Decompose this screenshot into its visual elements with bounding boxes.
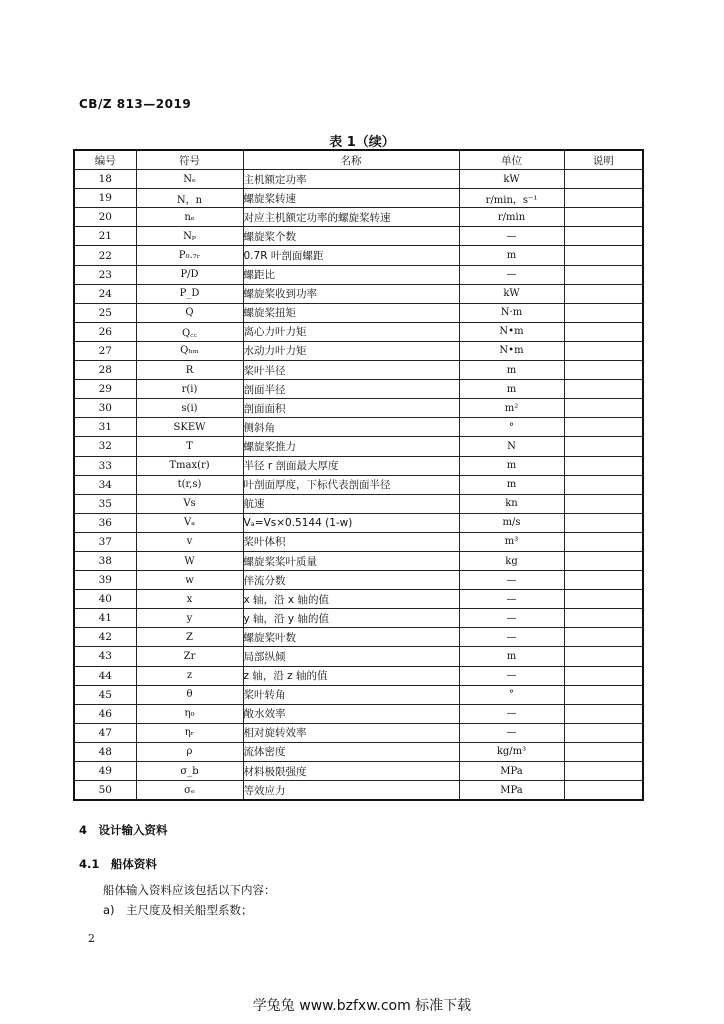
cell-symbol: ηᵣ <box>136 723 243 742</box>
cell-number: 33 <box>74 456 136 475</box>
cell-symbol: Zr <box>136 647 243 666</box>
table-row <box>74 341 643 360</box>
table-row <box>74 666 643 685</box>
cell-symbol: Z <box>136 628 243 647</box>
cell-remark <box>564 399 643 418</box>
cell-number: 22 <box>74 246 136 265</box>
cell-number: 19 <box>74 189 136 208</box>
cell-remark <box>564 532 643 551</box>
cell-number: 38 <box>74 551 136 570</box>
cell-name: 0.7R 叶剖面螺距 <box>243 246 459 265</box>
cell-unit: MPa <box>459 762 564 781</box>
table-row <box>74 418 643 437</box>
cell-name: 局部纵倾 <box>243 647 459 666</box>
cell-unit: ° <box>459 685 564 704</box>
cell-symbol: σ_b <box>136 762 243 781</box>
cell-unit: — <box>459 723 564 742</box>
table-row <box>74 246 643 265</box>
table-row <box>74 513 643 532</box>
cell-symbol: Q <box>136 303 243 322</box>
cell-unit: — <box>459 571 564 590</box>
cell-number: 27 <box>74 341 136 360</box>
cell-name: 半径 r 剖面最大厚度 <box>243 456 459 475</box>
table-row <box>74 189 643 208</box>
cell-name: 等效应力 <box>243 781 459 801</box>
cell-unit: m <box>459 380 564 399</box>
cell-symbol: y <box>136 609 243 628</box>
cell-unit: N·m <box>459 303 564 322</box>
column-header-unit: 单位 <box>459 150 564 170</box>
cell-symbol: w <box>136 571 243 590</box>
cell-symbol: x <box>136 590 243 609</box>
cell-unit: MPa <box>459 781 564 801</box>
cell-remark <box>564 208 643 227</box>
cell-name: 主机额定功率 <box>243 170 459 189</box>
cell-name: 相对旋转效率 <box>243 723 459 742</box>
cell-number: 29 <box>74 380 136 399</box>
cell-symbol: Qₕₘ <box>136 341 243 360</box>
table-row <box>74 723 643 742</box>
cell-number: 18 <box>74 170 136 189</box>
cell-name: 航速 <box>243 494 459 513</box>
cell-remark <box>564 685 643 704</box>
cell-symbol: Vₐ <box>136 513 243 532</box>
cell-number: 39 <box>74 571 136 590</box>
cell-remark <box>564 513 643 532</box>
cell-remark <box>564 265 643 284</box>
table-row <box>74 494 643 513</box>
cell-remark <box>564 666 643 685</box>
cell-symbol: P_D <box>136 284 243 303</box>
cell-name: 敞水效率 <box>243 704 459 723</box>
cell-name: 水动力叶力矩 <box>243 341 459 360</box>
cell-unit: N <box>459 437 564 456</box>
cell-name: 伴流分数 <box>243 571 459 590</box>
cell-number: 28 <box>74 361 136 380</box>
cell-number: 44 <box>74 666 136 685</box>
cell-symbol: z <box>136 666 243 685</box>
cell-symbol: η₀ <box>136 704 243 723</box>
cell-unit: kg/m³ <box>459 742 564 761</box>
table-row <box>74 628 643 647</box>
table-row <box>74 265 643 284</box>
cell-number: 23 <box>74 265 136 284</box>
table-row <box>74 551 643 570</box>
cell-name: 剖面半径 <box>243 380 459 399</box>
table-row <box>74 303 643 322</box>
table-title: 表 1（续） <box>329 135 395 150</box>
cell-unit: m² <box>459 399 564 418</box>
cell-remark <box>564 189 643 208</box>
cell-unit: — <box>459 609 564 628</box>
cell-symbol: σₑ <box>136 781 243 801</box>
section-4-1-paragraph: 船体输入资料应该包括以下内容： <box>103 883 276 897</box>
cell-number: 46 <box>74 704 136 723</box>
cell-number: 30 <box>74 399 136 418</box>
column-header-symbol: 符号 <box>136 150 243 170</box>
cell-name: 离心力叶力矩 <box>243 322 459 341</box>
table-row <box>74 322 643 341</box>
cell-name: 流体密度 <box>243 742 459 761</box>
cell-remark <box>564 437 643 456</box>
cell-name: 螺旋桨推力 <box>243 437 459 456</box>
cell-unit: kn <box>459 494 564 513</box>
cell-number: 48 <box>74 742 136 761</box>
cell-name: 螺旋桨转速 <box>243 189 459 208</box>
table-row <box>74 380 643 399</box>
cell-remark <box>564 303 643 322</box>
cell-symbol: nₑ <box>136 208 243 227</box>
cell-number: 49 <box>74 762 136 781</box>
cell-number: 43 <box>74 647 136 666</box>
cell-number: 21 <box>74 227 136 246</box>
cell-remark <box>564 742 643 761</box>
cell-remark <box>564 494 643 513</box>
cell-unit: m <box>459 475 564 494</box>
cell-unit: m <box>459 647 564 666</box>
cell-remark <box>564 781 643 801</box>
cell-symbol: N，n <box>136 189 243 208</box>
cell-unit: N•m <box>459 341 564 360</box>
cell-name: z 轴，沿 z 轴的值 <box>243 666 459 685</box>
cell-name: 叶剖面厚度，下标代表剖面半径 <box>243 475 459 494</box>
cell-remark <box>564 590 643 609</box>
cell-remark <box>564 341 643 360</box>
cell-unit: — <box>459 704 564 723</box>
table-row <box>74 437 643 456</box>
table-row <box>74 609 643 628</box>
cell-symbol: Tmax(r) <box>136 456 243 475</box>
cell-symbol: T <box>136 437 243 456</box>
table-row <box>74 532 643 551</box>
table-row <box>74 742 643 761</box>
table-row <box>74 284 643 303</box>
cell-unit: — <box>459 227 564 246</box>
cell-name: 螺旋桨收到功率 <box>243 284 459 303</box>
table-row <box>74 208 643 227</box>
cell-remark <box>564 322 643 341</box>
cell-name: 螺旋桨桨叶质量 <box>243 551 459 570</box>
cell-number: 40 <box>74 590 136 609</box>
cell-name: 桨叶体积 <box>243 532 459 551</box>
cell-symbol: Vs <box>136 494 243 513</box>
cell-number: 32 <box>74 437 136 456</box>
cell-symbol: Nₑ <box>136 170 243 189</box>
cell-remark <box>564 418 643 437</box>
cell-unit: N•m <box>459 322 564 341</box>
cell-remark <box>564 227 643 246</box>
cell-unit: kg <box>459 551 564 570</box>
cell-name: 螺旋桨扭矩 <box>243 303 459 322</box>
cell-remark <box>564 475 643 494</box>
cell-symbol: r(i) <box>136 380 243 399</box>
table-row <box>74 762 643 781</box>
cell-unit: m <box>459 246 564 265</box>
cell-remark <box>564 456 643 475</box>
cell-name: 材料极限强度 <box>243 762 459 781</box>
cell-name: y 轴，沿 y 轴的值 <box>243 609 459 628</box>
cell-number: 41 <box>74 609 136 628</box>
cell-remark <box>564 704 643 723</box>
cell-number: 24 <box>74 284 136 303</box>
cell-unit: r/min <box>459 208 564 227</box>
table-row <box>74 399 643 418</box>
cell-number: 36 <box>74 513 136 532</box>
cell-remark <box>564 571 643 590</box>
cell-number: 35 <box>74 494 136 513</box>
table-row <box>74 685 643 704</box>
cell-name: 螺距比 <box>243 265 459 284</box>
cell-remark <box>564 246 643 265</box>
column-header-number: 编号 <box>74 150 136 170</box>
cell-symbol: Q꜀꜀ <box>136 322 243 341</box>
cell-symbol: W <box>136 551 243 570</box>
cell-name: 对应主机额定功率的螺旋桨转速 <box>243 208 459 227</box>
cell-unit: m³ <box>459 532 564 551</box>
cell-unit: kW <box>459 284 564 303</box>
cell-symbol: SKEW <box>136 418 243 437</box>
cell-remark <box>564 551 643 570</box>
cell-remark <box>564 609 643 628</box>
cell-unit: m <box>459 456 564 475</box>
cell-name: 侧斜角 <box>243 418 459 437</box>
cell-unit: — <box>459 628 564 647</box>
cell-name: 螺旋桨叶数 <box>243 628 459 647</box>
cell-unit: kW <box>459 170 564 189</box>
cell-unit: r/min，s⁻¹ <box>459 189 564 208</box>
cell-name: x 轴，沿 x 轴的值 <box>243 590 459 609</box>
cell-remark <box>564 361 643 380</box>
cell-unit: m/s <box>459 513 564 532</box>
page-number: 2 <box>88 932 95 945</box>
cell-unit: ° <box>459 418 564 437</box>
table-row <box>74 647 643 666</box>
table-row <box>74 475 643 494</box>
cell-remark <box>564 380 643 399</box>
cell-number: 34 <box>74 475 136 494</box>
table-row <box>74 456 643 475</box>
cell-unit: — <box>459 590 564 609</box>
cell-number: 37 <box>74 532 136 551</box>
cell-unit: m <box>459 361 564 380</box>
table-row <box>74 590 643 609</box>
footer-watermark: 学兔兔 www.bzfxw.com 标准下载 <box>252 998 472 1014</box>
cell-name: 螺旋桨个数 <box>243 227 459 246</box>
cell-unit: — <box>459 666 564 685</box>
symbol-table <box>73 149 644 801</box>
table-row <box>74 170 643 189</box>
cell-symbol: R <box>136 361 243 380</box>
cell-remark <box>564 647 643 666</box>
list-item-a: a) 主尺度及相关船型系数； <box>103 903 253 917</box>
cell-number: 45 <box>74 685 136 704</box>
cell-name: 桨叶半径 <box>243 361 459 380</box>
section-4-1-heading: 4.1 船体资料 <box>79 857 157 871</box>
cell-symbol: t(r,s) <box>136 475 243 494</box>
cell-name: 剖面面积 <box>243 399 459 418</box>
cell-number: 31 <box>74 418 136 437</box>
cell-number: 47 <box>74 723 136 742</box>
cell-remark <box>564 723 643 742</box>
column-header-remark: 说明 <box>564 150 643 170</box>
cell-name: Vₐ=Vs×0.5144 (1-w) <box>243 513 459 532</box>
table-row <box>74 571 643 590</box>
cell-symbol: v <box>136 532 243 551</box>
cell-unit: — <box>459 265 564 284</box>
cell-remark <box>564 170 643 189</box>
cell-symbol: P₀.₇ᵣ <box>136 246 243 265</box>
cell-number: 25 <box>74 303 136 322</box>
cell-remark <box>564 284 643 303</box>
cell-symbol: ρ <box>136 742 243 761</box>
cell-symbol: P/D <box>136 265 243 284</box>
table-row <box>74 361 643 380</box>
table-row <box>74 227 643 246</box>
section-4-heading: 4 设计输入资料 <box>79 823 168 837</box>
cell-number: 20 <box>74 208 136 227</box>
table-row <box>74 781 643 801</box>
cell-symbol: Nₚ <box>136 227 243 246</box>
column-header-name: 名称 <box>243 150 459 170</box>
standard-code: CB/Z 813—2019 <box>79 97 192 111</box>
table-header-row <box>74 150 643 170</box>
cell-name: 桨叶转角 <box>243 685 459 704</box>
cell-number: 26 <box>74 322 136 341</box>
cell-symbol: s(i) <box>136 399 243 418</box>
cell-remark <box>564 628 643 647</box>
cell-symbol: θ <box>136 685 243 704</box>
table-row <box>74 704 643 723</box>
cell-number: 50 <box>74 781 136 801</box>
cell-remark <box>564 762 643 781</box>
cell-number: 42 <box>74 628 136 647</box>
